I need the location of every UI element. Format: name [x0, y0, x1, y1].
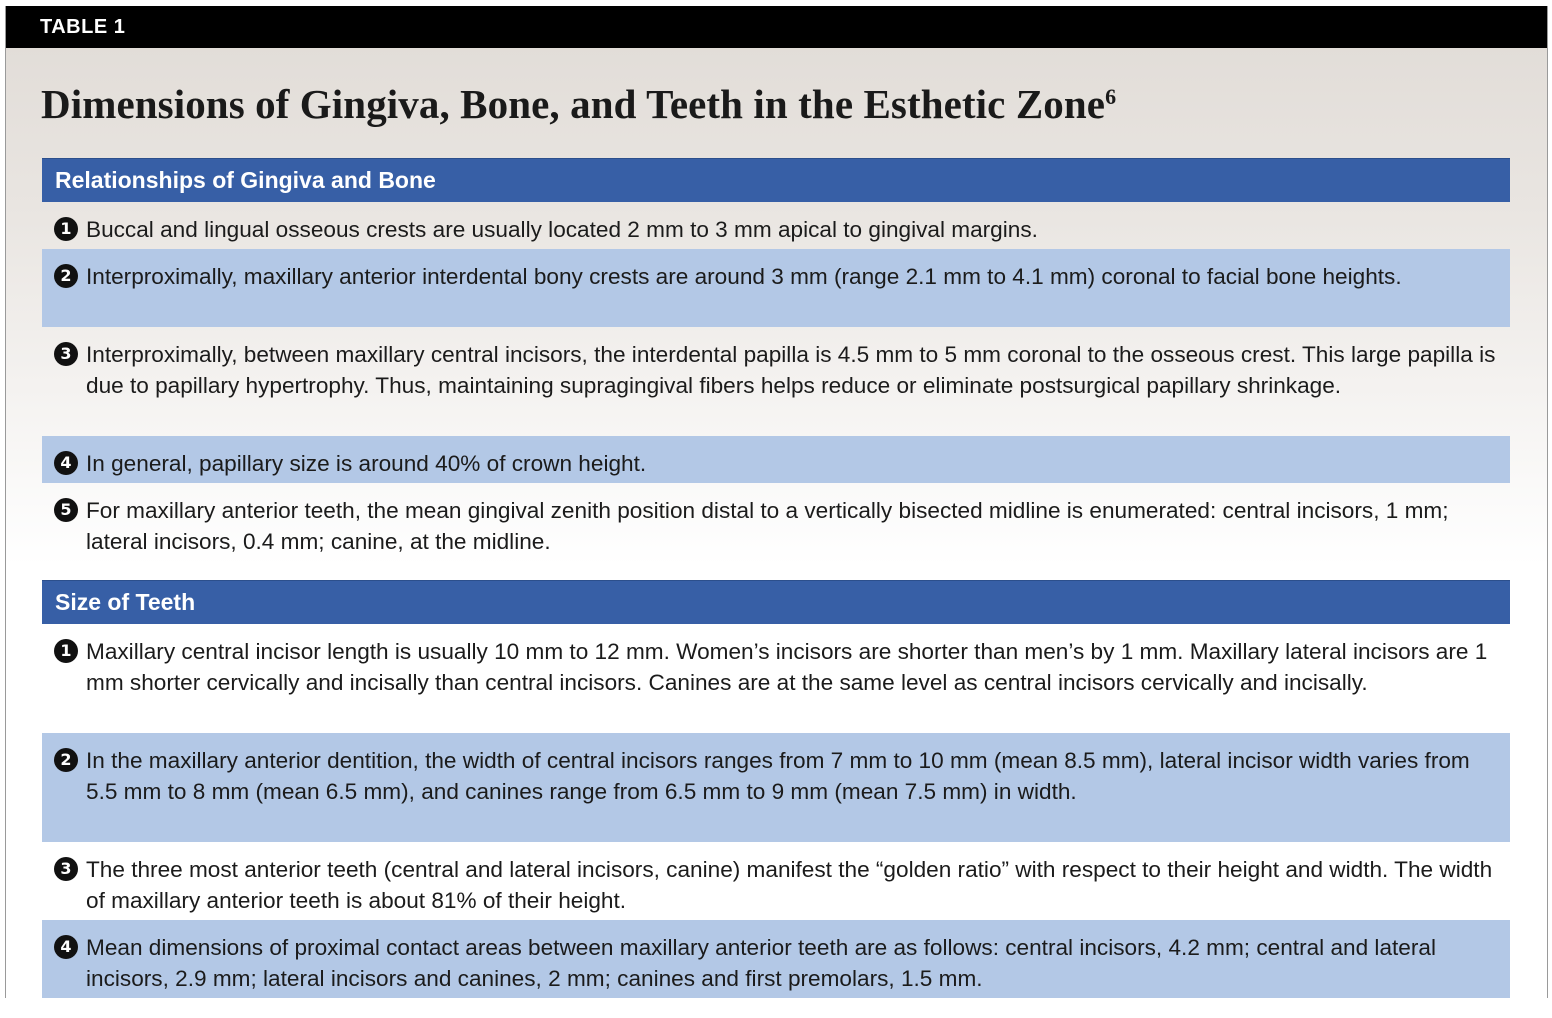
list-item	[42, 483, 1510, 561]
list-item	[42, 624, 1510, 733]
list-item	[42, 327, 1510, 436]
number-badge: 5	[54, 498, 78, 522]
list-item	[42, 733, 1510, 842]
table-label-bar	[6, 6, 1547, 48]
list-item-text: In the maxillary anterior dentition, the width of central incisors ranges from 7 mm to 10 mm (mean 8.5 mm), lateral incisor width varies from 5.5 mm to 8 mm (mean 6.5 mm), and canines range from 6.5 mm to 9 mm (mean 7.5 mm) in width.	[86, 748, 1470, 804]
section-heading: Size of Teeth	[42, 580, 1510, 624]
number-badge: 2	[54, 264, 78, 288]
list-item-text: For maxillary anterior teeth, the mean gingival zenith position distal to a vertically bisected midline is enumerated: central incisors, 1 mm; lateral incisors, 0.4 mm; canine, at the midline.	[86, 498, 1449, 554]
number-badge: 2	[54, 748, 78, 772]
section-size-of-teeth	[42, 580, 1510, 998]
list-item	[42, 436, 1510, 483]
number-badge: 3	[54, 342, 78, 366]
number-badge: 4	[54, 935, 78, 959]
section-gingiva-bone	[42, 158, 1510, 561]
list-item-text: The three most anterior teeth (central and lateral incisors, canine) manifest the “golden ratio” with respect to their height and width. The width of maxillary anterior teeth is about 81% of their height.	[86, 857, 1493, 913]
list-item-text: In general, papillary size is around 40% of crown height.	[86, 451, 647, 476]
table-title-text: Dimensions of Gingiva, Bone, and Teeth in the Esthetic Zone	[41, 81, 1106, 127]
number-badge: 1	[54, 217, 78, 241]
list-item	[42, 842, 1510, 920]
list-item-text: Buccal and lingual osseous crests are usually located 2 mm to 3 mm apical to gingival margins.	[86, 217, 1038, 242]
table-title	[41, 80, 1116, 128]
list-item-text: Interproximally, maxillary anterior interdental bony crests are around 3 mm (range 2.1 mm to 4.1 mm) coronal to facial bone heights.	[86, 264, 1402, 289]
list-item-text: Maxillary central incisor length is usually 10 mm to 12 mm. Women’s incisors are shorter than men’s by 1 mm. Maxillary lateral incisors are 1 mm shorter cervically and incisally than central incisors. Canines are at the same level as central incisors cervically and incisally.	[86, 639, 1488, 695]
number-badge: 3	[54, 857, 78, 881]
list-item	[42, 202, 1510, 249]
list-item	[42, 920, 1510, 998]
section-heading: Relationships of Gingiva and Bone	[42, 158, 1510, 202]
list-item	[42, 249, 1510, 327]
list-item-text: Interproximally, between maxillary central incisors, the interdental papilla is 4.5 mm to 5 mm coronal to the osseous crest. This large papilla is due to papillary hypertrophy. Thus, maintaining supragingival fibers helps reduce or eliminate postsurgical papillary shrinkage.	[86, 342, 1496, 398]
number-badge: 1	[54, 639, 78, 663]
list-item-text: Mean dimensions of proximal contact areas between maxillary anterior teeth are as follows: central incisors, 4.2 mm; central and lateral incisors, 2.9 mm; lateral incisors and canines, 2 mm; canines and first premolars, 1.5 mm.	[86, 935, 1436, 991]
title-reference: 6	[1105, 84, 1117, 109]
number-badge: 4	[54, 451, 78, 475]
table-label: TABLE 1	[40, 16, 126, 38]
table-panel	[5, 6, 1548, 998]
